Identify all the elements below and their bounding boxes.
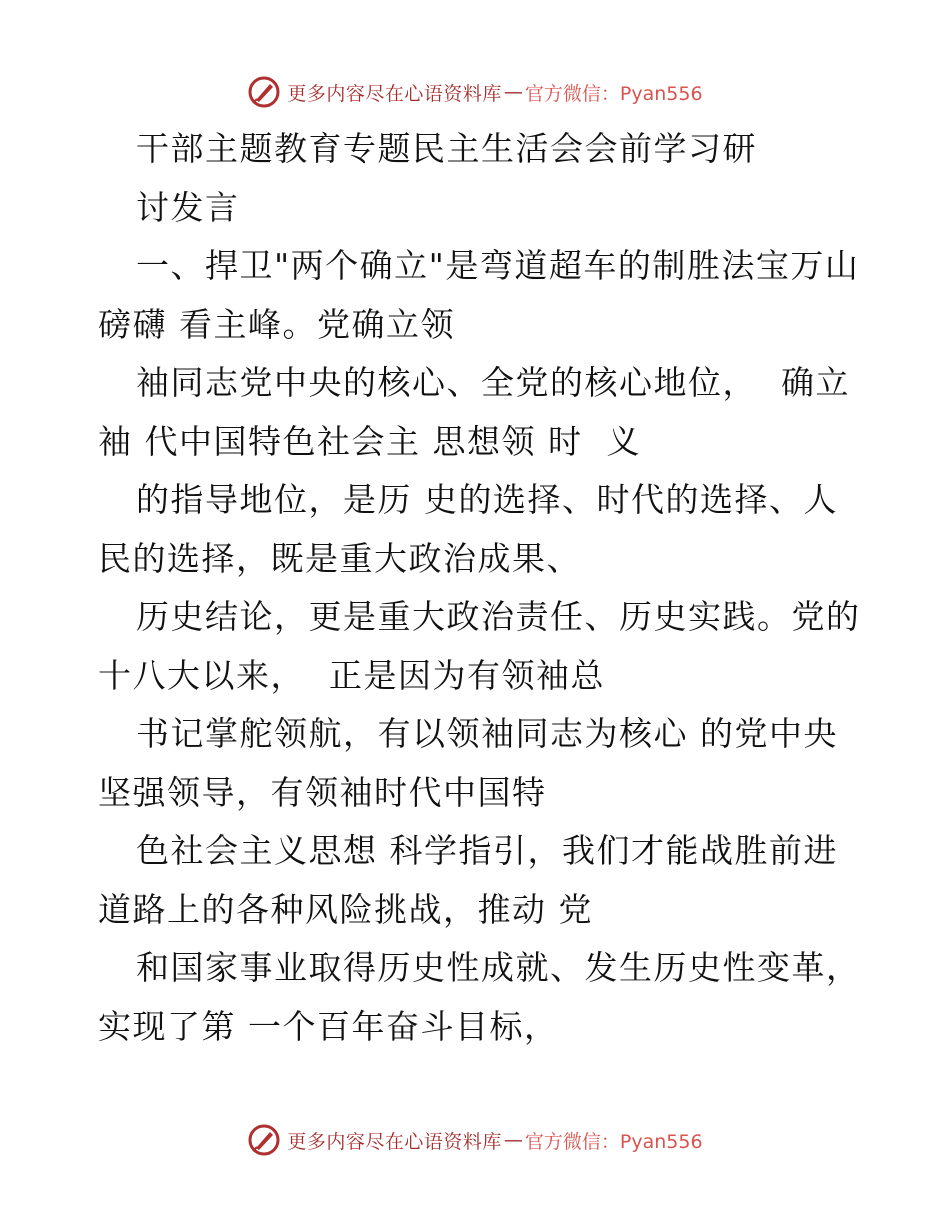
watermark-contact: 官方微信：Pyan556 <box>524 82 703 105</box>
text-line: 书记掌舵领航，有以领袖同志为核心 的党中央 <box>136 714 838 753</box>
document-body <box>98 120 861 1056</box>
text-line: 讨发言 <box>136 187 240 227</box>
text-line: 一、捍卫"两个确立"是弯道超车的制胜法宝万山 <box>136 246 860 285</box>
footer-watermark <box>0 1118 950 1162</box>
text-line: 和国家事业取得历史性成就、发生历史性变革， <box>136 948 861 987</box>
watermark-separator: — <box>503 1129 523 1151</box>
text-line: 的指导地位，是历 史的选择、时代的选择、人 <box>136 480 838 519</box>
text-line: 干部主题教育专题民主生活会会前学习研 <box>136 129 757 168</box>
text-line: 色社会主义思想 科学指引，我们才能战胜前进 <box>136 831 838 870</box>
text-line: 历史结论，更是重大政治责任、历史实践。党的 <box>136 597 861 636</box>
watermark-separator: — <box>503 81 523 103</box>
text-line: 民的选择，既是重大政治成果、 <box>98 538 581 578</box>
text-line: 磅礴 看主峰。党确立领 <box>98 304 455 344</box>
watermark-text: 更多内容尽在心语资料库 <box>287 1130 502 1153</box>
quill-pen-logo-icon <box>247 75 281 109</box>
text-line: 袖同志党中央的核心、全党的核心地位， 确立 <box>136 363 850 402</box>
header-watermark <box>0 70 950 114</box>
text-line: 坚强领导，有领袖时代中国特 <box>98 772 547 812</box>
text-line: 十八大以来， 正是因为有领袖总 <box>98 655 605 695</box>
watermark-text: 更多内容尽在心语资料库 <box>287 82 502 105</box>
text-line: 实现了第 一个百年奋斗目标， <box>98 1006 559 1046</box>
watermark-contact: 官方微信：Pyan556 <box>524 1130 703 1153</box>
quill-pen-logo-icon <box>247 1123 281 1157</box>
text-line: 道路上的各种风险挑战，推动 党 <box>98 889 593 929</box>
text-line: 袖 代中国特色社会主 思想领 时 义 <box>98 421 641 461</box>
